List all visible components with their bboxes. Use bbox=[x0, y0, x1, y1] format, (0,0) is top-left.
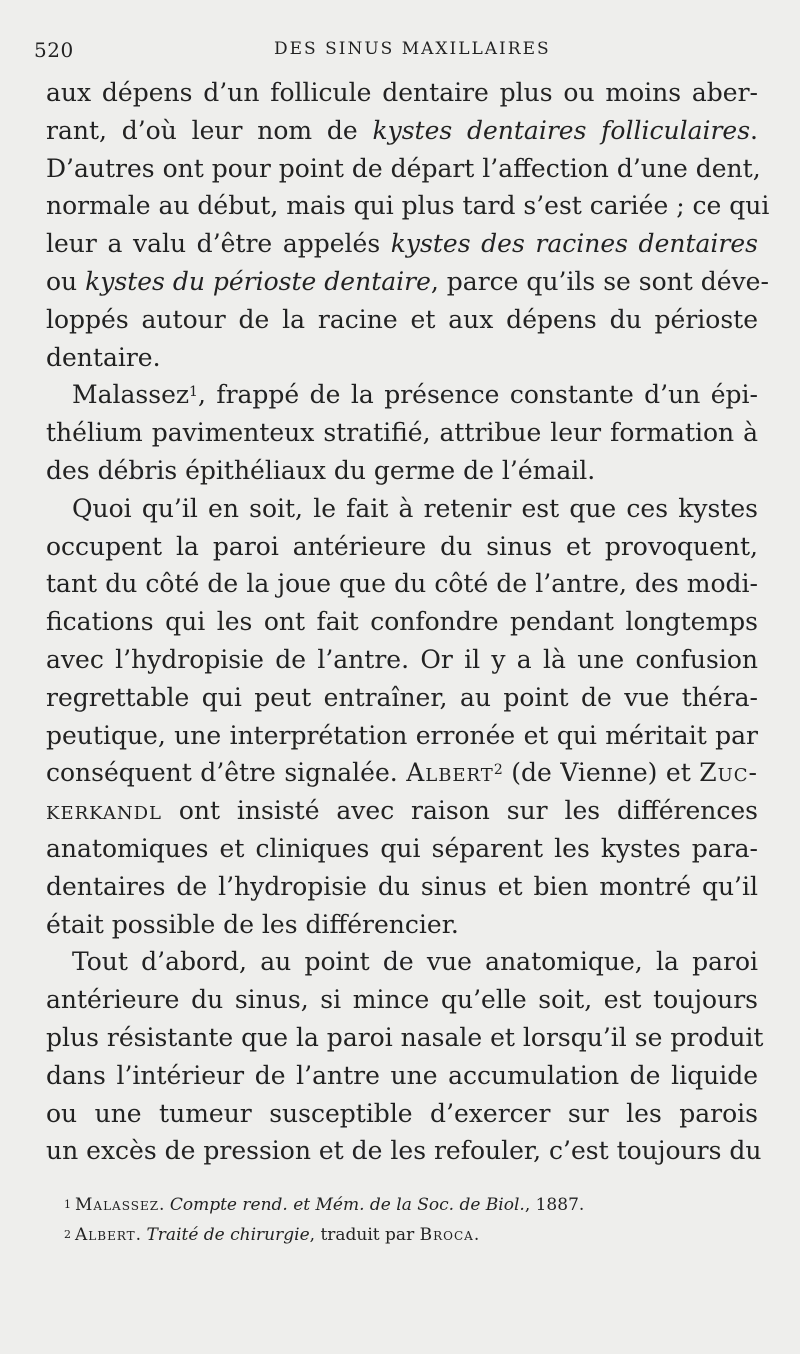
text-segment: ou une tumeur susceptible d’exercer sur les parois bbox=[46, 1098, 758, 1128]
text-line bbox=[46, 1132, 762, 1170]
text-segment: avec l’hydropisie de l’antre. Or il y a là une confusion bbox=[46, 644, 758, 674]
author-name: Zuc- bbox=[699, 758, 758, 788]
text-segment: un excès de pression et de les refouler, c’est toujours du bbox=[46, 1136, 762, 1166]
text-line bbox=[46, 717, 758, 755]
text-line bbox=[46, 225, 758, 263]
footnote-marker: 2 bbox=[64, 1228, 71, 1241]
text-segment: thélium pavimenteux stratifié, attribue leur formation à bbox=[46, 418, 758, 448]
text-segment: occupent la paroi antérieure du sinus et provoquent, bbox=[46, 531, 758, 561]
footnote bbox=[64, 1190, 744, 1220]
text-segment: , 1887. bbox=[524, 1195, 585, 1215]
text-segment: D’autres ont pour point de départ l’affection d’une dent, bbox=[46, 153, 761, 183]
text-segment: était possible de les différencier. bbox=[46, 909, 459, 939]
author-name: Albert bbox=[75, 1225, 136, 1245]
text-segment: . bbox=[159, 1195, 170, 1215]
text-segment: , parce qu’ils se sont déve- bbox=[430, 266, 769, 296]
text-segment: des débris épithéliaux du germe de l’émail. bbox=[46, 455, 596, 485]
text-line bbox=[46, 603, 758, 641]
text-segment: aux dépens d’un follicule dentaire plus ou moins aber- bbox=[46, 78, 758, 107]
text-segment: rant, d’où leur nom de bbox=[46, 115, 373, 145]
italic-text: kystes dentaires folliculaires bbox=[372, 115, 751, 145]
text-segment: fications qui les ont fait confondre pendant longtemps bbox=[46, 607, 758, 637]
page-number: 520 bbox=[34, 38, 74, 62]
text-segment: dentaire. bbox=[46, 342, 161, 372]
text-segment: Malassez bbox=[72, 380, 190, 410]
text-segment: leur a valu d’être appelés bbox=[46, 229, 391, 259]
text-line bbox=[46, 452, 758, 490]
text-line bbox=[46, 301, 758, 339]
text-line bbox=[46, 1095, 758, 1133]
italic-text: Traité de chirurgie bbox=[146, 1225, 310, 1245]
text-line bbox=[46, 376, 758, 414]
text-segment: antérieure du sinus, si mince qu’elle soit, est toujours bbox=[46, 985, 758, 1015]
text-segment: normale au début, mais qui plus tard s’est cariée ; ce qui bbox=[46, 191, 770, 221]
text-line bbox=[46, 263, 769, 301]
text-line bbox=[46, 792, 758, 830]
author-name: kerkandl bbox=[46, 796, 162, 826]
text-line bbox=[46, 641, 758, 679]
text-segment: ou bbox=[46, 266, 86, 296]
footnote bbox=[64, 1220, 744, 1250]
author-name: Malassez bbox=[75, 1195, 160, 1215]
footnote-marker: 1 bbox=[64, 1198, 71, 1211]
text-segment: conséquent d’être signalée. bbox=[46, 758, 407, 788]
text-segment: . bbox=[750, 115, 758, 145]
text-line bbox=[46, 490, 758, 528]
text-line bbox=[46, 187, 770, 225]
text-segment: Tout d’abord, au point de vue anatomique, la paroi bbox=[72, 947, 758, 977]
text-segment: regrettable qui peut entraîner, au point de vue théra- bbox=[46, 682, 758, 712]
text-segment: anatomiques et cliniques qui séparent les kystes para- bbox=[46, 833, 758, 863]
text-line bbox=[46, 868, 758, 906]
running-head: DES SINUS MAXILLAIRES bbox=[274, 39, 551, 59]
footnotes bbox=[64, 1190, 744, 1250]
italic-text: kystes des racines dentaires bbox=[390, 229, 758, 259]
footnote-marker: 1 bbox=[189, 384, 198, 401]
text-line bbox=[46, 981, 758, 1019]
text-segment: (de Vienne) et bbox=[502, 758, 700, 788]
text-line bbox=[46, 754, 758, 792]
text-segment: plus résistante que la paroi nasale et lorsqu’il se produit bbox=[46, 1022, 764, 1052]
italic-text: kystes du périoste dentaire bbox=[85, 266, 431, 296]
text-line bbox=[46, 528, 758, 566]
text-line bbox=[46, 74, 758, 112]
text-line bbox=[46, 150, 761, 188]
text-line bbox=[46, 112, 758, 150]
text-segment: , frappé de la présence constante d’un épi- bbox=[197, 380, 758, 410]
text-segment: Quoi qu’il en soit, le fait à retenir est que ces kystes bbox=[72, 493, 758, 523]
text-line bbox=[46, 339, 758, 377]
text-line bbox=[46, 943, 758, 981]
italic-text: Compte rend. et Mém. de la Soc. de Biol. bbox=[169, 1195, 525, 1215]
text-segment: , traduit par bbox=[309, 1225, 420, 1245]
text-line bbox=[46, 414, 758, 452]
text-line bbox=[46, 565, 758, 603]
author-name: Broca bbox=[419, 1225, 474, 1245]
page-header bbox=[34, 32, 764, 62]
author-name: Albert bbox=[406, 758, 494, 788]
text-line bbox=[46, 1057, 758, 1095]
text-segment: loppés autour de la racine et aux dépens du périoste bbox=[46, 304, 758, 334]
body-text bbox=[46, 74, 770, 1170]
text-segment: ont insisté avec raison sur les différences bbox=[162, 796, 758, 826]
footnote-marker: 2 bbox=[493, 762, 503, 779]
text-segment: dans l’intérieur de l’antre une accumulation de liquide bbox=[46, 1060, 758, 1090]
text-segment: . bbox=[473, 1225, 480, 1245]
text-segment: . bbox=[135, 1225, 147, 1245]
text-line bbox=[46, 1019, 764, 1057]
text-segment: dentaires de l’hydropisie du sinus et bien montré qu’il bbox=[46, 871, 758, 901]
text-segment: peutique, une interprétation erronée et qui méritait par bbox=[46, 720, 758, 750]
text-line bbox=[46, 830, 758, 868]
text-line bbox=[46, 906, 758, 944]
text-segment: tant du côté de la joue que du côté de l’antre, des modi- bbox=[46, 569, 758, 599]
text-line bbox=[46, 679, 758, 717]
